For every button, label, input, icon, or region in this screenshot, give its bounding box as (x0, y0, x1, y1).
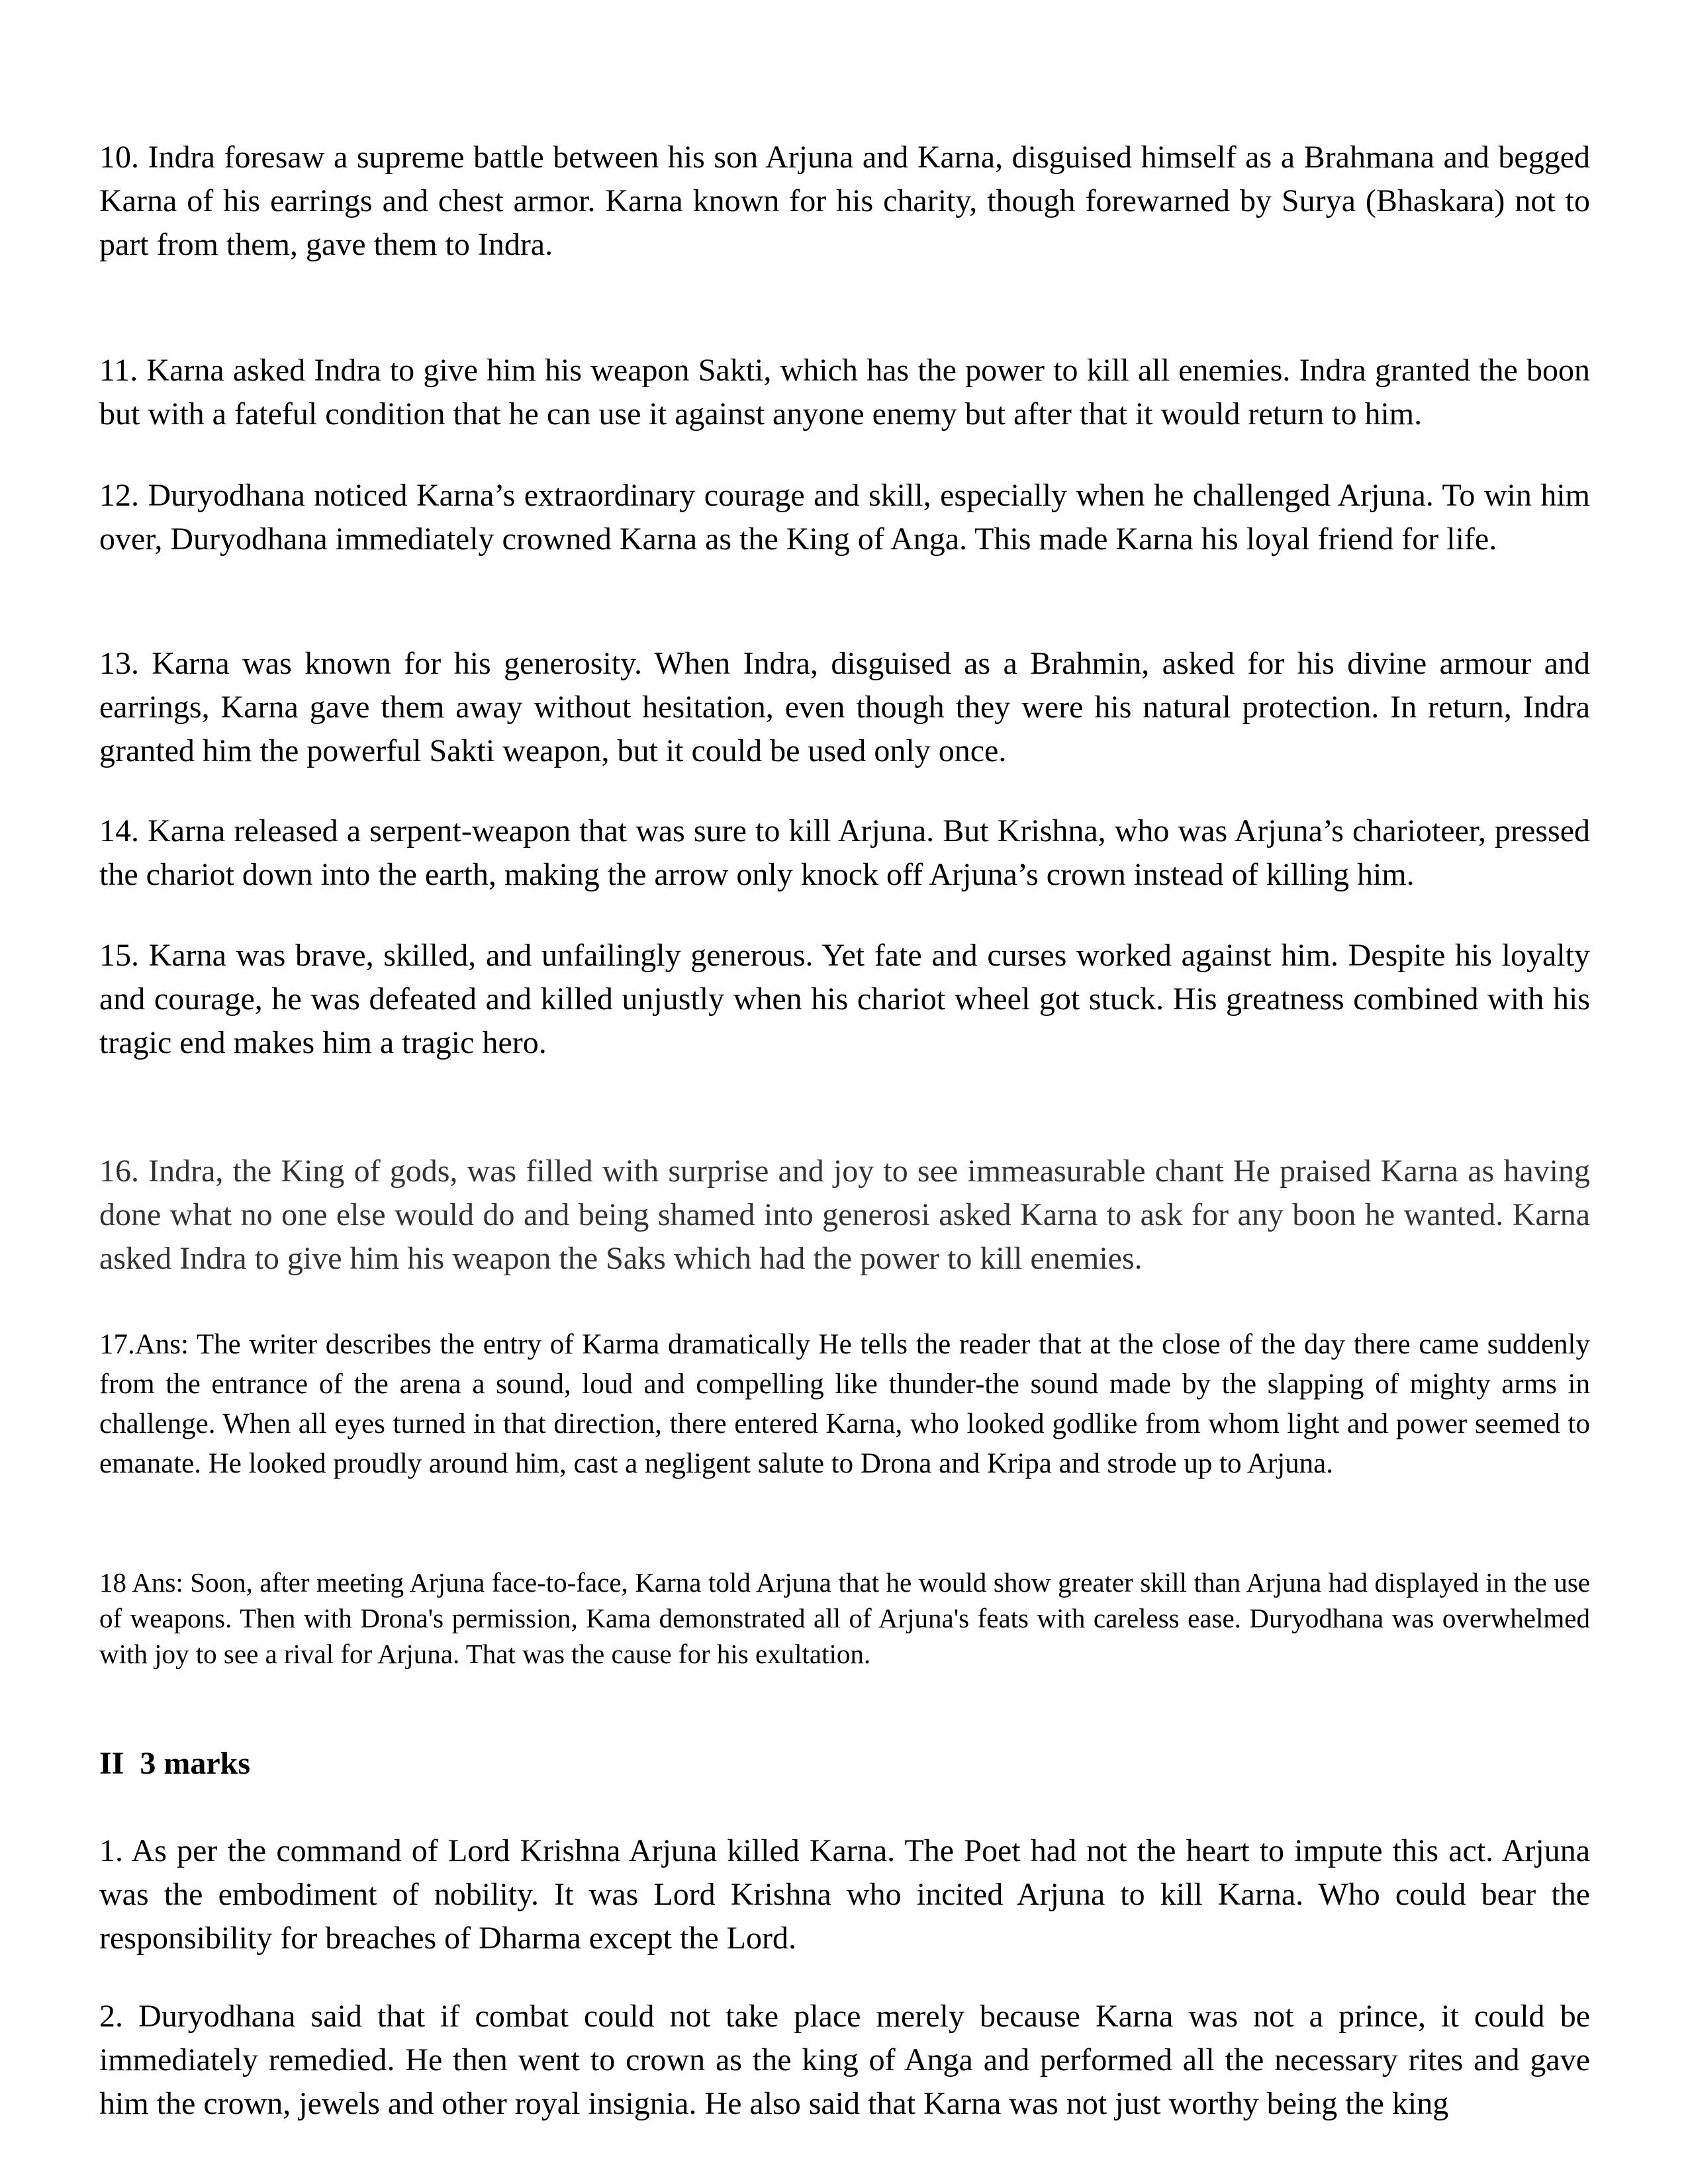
answer-paragraph-17: 17.Ans: The writer describes the entry of Karma dramatically He tells the reader that at the close of the day there came suddenly from the entrance of the arena a sound, loud and compelling like thunder-the sound made by the slapping of mighty arms in challenge. When all eyes turned in that direction, there entered Karna, who looked godlike from whom light and power seemed to emanate. He looked proudly around him, cast a negligent salute to Drona and Kripa and strode up to Arjuna. (99, 1329, 1590, 1479)
answer-paragraph-10: 10. Indra foresaw a supreme battle between his son Arjuna and Karna, disguised himself as a Brahmana and begged Karna of his earrings and chest armor. Karna known for his charity, though forewarned by Surya (Bhaskara) not to part from them, gave them to Indra. (99, 140, 1590, 262)
answer-paragraph-16: 16. Indra, the King of gods, was filled with surprise and joy to see immeasurable chant He praised Karna as having done what no one else would do and being shamed into generosi asked Karna to ask for any boon he wanted. Karna asked Indra to give him his weapon the Saks which had the power to kill enemies. (99, 1154, 1590, 1276)
answer-paragraph-13: 13. Karna was known for his generosity. When Indra, disguised as a Brahmin, asked for his divine armour and earrings, Karna gave them away without hesitation, even though they were his natural protection. In return, Indra granted him the powerful Sakti weapon, but it could be used only once. (99, 646, 1590, 768)
answer-paragraph-15: 15. Karna was brave, skilled, and unfailingly generous. Yet fate and curses worked against him. Despite his loyalty and courage, he was defeated and killed unjustly when his chariot wheel got stuck. His greatness combined with his tragic end makes him a tragic hero. (99, 938, 1590, 1060)
answer-paragraph-14: 14. Karna released a serpent-weapon that was sure to kill Arjuna. But Krishna, who was Arjuna’s charioteer, pressed the chariot down into the earth, making the arrow only knock off Arjuna’s crown instead of killing him. (99, 813, 1590, 892)
section-heading: II 3 marks (99, 1746, 251, 1781)
answer-paragraph-11: 11. Karna asked Indra to give him his weapon Sakti, which has the power to kill all enemies. Indra granted the boon but with a fateful condition that he can use it against anyone enemy but after that it would return to him. (99, 353, 1590, 432)
answer-paragraph-18: 18 Ans: Soon, after meeting Arjuna face-to-face, Karna told Arjuna that he would show greater skill than Arjuna had displayed in the use of weapons. Then with Drona's permission, Kama demonstrated all of Arjuna's feats with careless ease. Duryodhana was overwhelmed with joy to see a rival for Arjuna. That was the cause for his exultation. (99, 1567, 1590, 1669)
three-mark-answer-2: 2. Duryodhana said that if combat could not take place merely because Karna was not a prince, it could be immediately remedied. He then went to crown as the king of Anga and performed all the necessary rites and gave him the crown, jewels and other royal insignia. He also said that Karna was not just worthy being the king (99, 1999, 1590, 2121)
answer-paragraph-12: 12. Duryodhana noticed Karna’s extraordinary courage and skill, especially when he challenged Arjuna. To win him over, Duryodhana immediately crowned Karna as the King of Anga. This made Karna his loyal friend for life. (99, 478, 1590, 557)
three-mark-answer-1: 1. As per the command of Lord Krishna Arjuna killed Karna. The Poet had not the heart to impute this act. Arjuna was the embodiment of nobility. It was Lord Krishna who incited Arjuna to kill Karna. Who could bear the responsibility for breaches of Dharma except the Lord. (99, 1833, 1590, 1956)
